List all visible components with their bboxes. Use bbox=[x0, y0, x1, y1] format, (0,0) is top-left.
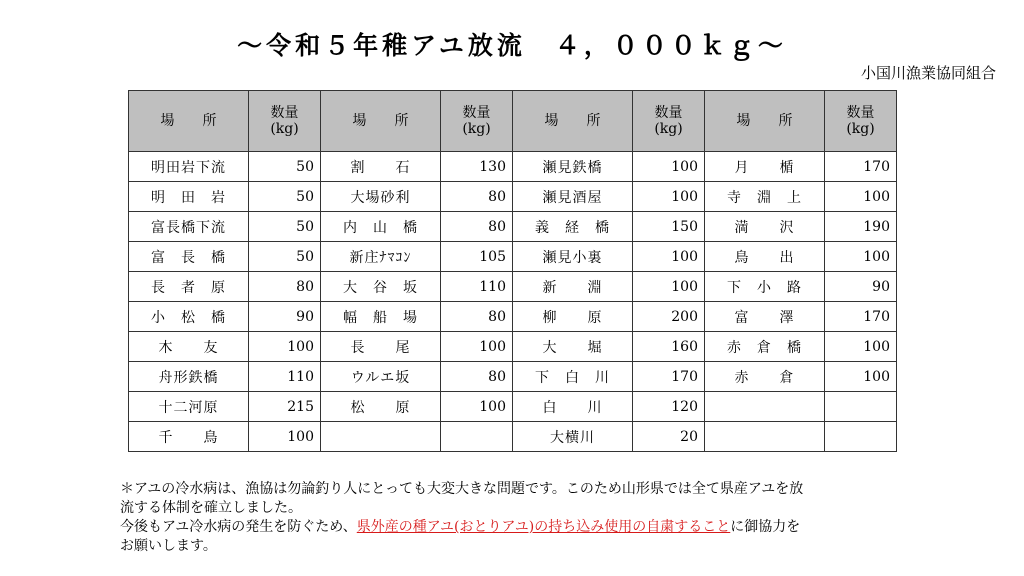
notice-line: 流する体制を確立しました。 bbox=[120, 500, 302, 516]
amount-cell: 80 bbox=[441, 362, 513, 392]
amount-cell: 80 bbox=[441, 212, 513, 242]
amount-cell: 100 bbox=[633, 272, 705, 302]
amount-cell: 50 bbox=[249, 152, 321, 182]
amount-cell: 100 bbox=[825, 362, 897, 392]
amount-cell: 80 bbox=[441, 182, 513, 212]
amount-cell: 50 bbox=[249, 242, 321, 272]
place-cell: 舟形鉄橋 bbox=[129, 362, 249, 392]
amount-cell: 110 bbox=[441, 272, 513, 302]
place-cell: 瀬見酒屋 bbox=[513, 182, 633, 212]
header-place: 場 所 bbox=[513, 91, 633, 152]
place-cell: 木 友 bbox=[129, 332, 249, 362]
place-cell: 柳 原 bbox=[513, 302, 633, 332]
place-cell: 千 鳥 bbox=[129, 422, 249, 452]
table-header-row bbox=[129, 91, 897, 152]
place-cell: 寺 淵 上 bbox=[705, 182, 825, 212]
amount-cell: 100 bbox=[633, 152, 705, 182]
amount-cell: 110 bbox=[249, 362, 321, 392]
amount-cell: 90 bbox=[249, 302, 321, 332]
amount-cell bbox=[825, 422, 897, 452]
amount-cell: 100 bbox=[825, 242, 897, 272]
place-cell: 割 石 bbox=[321, 152, 441, 182]
amount-cell: 150 bbox=[633, 212, 705, 242]
place-cell bbox=[321, 422, 441, 452]
amount-cell: 100 bbox=[825, 182, 897, 212]
place-cell: 瀬見小裏 bbox=[513, 242, 633, 272]
header-amount: 数量 (kg) bbox=[633, 91, 705, 152]
notice-line: 今後もアユ冷水病の発生を防ぐため、県外産の種アユ(おとりアユ)の持ち込み使用の自粛することに御協力を bbox=[120, 519, 801, 535]
place-cell: 十二河原 bbox=[129, 392, 249, 422]
header-place: 場 所 bbox=[129, 91, 249, 152]
table-row bbox=[129, 332, 897, 362]
amount-cell: 100 bbox=[249, 332, 321, 362]
amount-cell: 100 bbox=[633, 242, 705, 272]
place-cell: 富 長 橋 bbox=[129, 242, 249, 272]
amount-cell bbox=[441, 422, 513, 452]
header-amount: 数量 (kg) bbox=[441, 91, 513, 152]
place-cell: 新庄ﾅﾏｺﾝ bbox=[321, 242, 441, 272]
header-amount: 数量 (kg) bbox=[825, 91, 897, 152]
place-cell bbox=[705, 392, 825, 422]
place-cell: 幅 船 場 bbox=[321, 302, 441, 332]
amount-cell: 100 bbox=[825, 332, 897, 362]
amount-cell: 120 bbox=[633, 392, 705, 422]
header-place: 場 所 bbox=[321, 91, 441, 152]
organization-name: 小国川漁業協同組合 bbox=[860, 64, 996, 82]
place-cell: 大 谷 坂 bbox=[321, 272, 441, 302]
amount-cell: 190 bbox=[825, 212, 897, 242]
amount-cell: 170 bbox=[633, 362, 705, 392]
place-cell: ウルエ坂 bbox=[321, 362, 441, 392]
place-cell: 明 田 岩 bbox=[129, 182, 249, 212]
table-row bbox=[129, 422, 897, 452]
page-title: ～令和５年稚アユ放流 ４，０００ｋｇ～ bbox=[237, 31, 787, 60]
notice-text bbox=[120, 480, 910, 556]
place-cell: 大横川 bbox=[513, 422, 633, 452]
amount-cell: 160 bbox=[633, 332, 705, 362]
place-cell: 大場砂利 bbox=[321, 182, 441, 212]
table-row bbox=[129, 362, 897, 392]
place-cell: 小 松 橋 bbox=[129, 302, 249, 332]
amount-cell: 100 bbox=[249, 422, 321, 452]
place-cell: 鳥 出 bbox=[705, 242, 825, 272]
table-row bbox=[129, 152, 897, 182]
place-cell: 松 原 bbox=[321, 392, 441, 422]
amount-cell: 80 bbox=[249, 272, 321, 302]
table-row bbox=[129, 392, 897, 422]
amount-cell: 80 bbox=[441, 302, 513, 332]
place-cell: 明田岩下流 bbox=[129, 152, 249, 182]
place-cell: 満 沢 bbox=[705, 212, 825, 242]
header-amount: 数量 (kg) bbox=[249, 91, 321, 152]
place-cell: 富 澤 bbox=[705, 302, 825, 332]
amount-cell: 20 bbox=[633, 422, 705, 452]
place-cell: 月 楯 bbox=[705, 152, 825, 182]
place-cell: 瀬見鉄橋 bbox=[513, 152, 633, 182]
place-cell: 富長橋下流 bbox=[129, 212, 249, 242]
place-cell bbox=[705, 422, 825, 452]
amount-cell: 215 bbox=[249, 392, 321, 422]
table-row bbox=[129, 182, 897, 212]
amount-cell bbox=[825, 392, 897, 422]
place-cell: 赤 倉 橋 bbox=[705, 332, 825, 362]
table-row bbox=[129, 272, 897, 302]
place-cell: 長 者 原 bbox=[129, 272, 249, 302]
table-row bbox=[129, 302, 897, 332]
place-cell: 赤 倉 bbox=[705, 362, 825, 392]
place-cell: 内 山 橋 bbox=[321, 212, 441, 242]
place-cell: 白 川 bbox=[513, 392, 633, 422]
amount-cell: 90 bbox=[825, 272, 897, 302]
amount-cell: 170 bbox=[825, 152, 897, 182]
amount-cell: 100 bbox=[441, 332, 513, 362]
place-cell: 下 白 川 bbox=[513, 362, 633, 392]
place-cell: 下 小 路 bbox=[705, 272, 825, 302]
table-row bbox=[129, 212, 897, 242]
place-cell: 新 淵 bbox=[513, 272, 633, 302]
place-cell: 大 堀 bbox=[513, 332, 633, 362]
amount-cell: 100 bbox=[441, 392, 513, 422]
amount-cell: 105 bbox=[441, 242, 513, 272]
amount-cell: 50 bbox=[249, 212, 321, 242]
notice-line: ＊アユの冷水病は、漁協は勿論釣り人にとっても大変大きな問題です。このため山形県では全て県産アユを放 bbox=[120, 481, 804, 497]
amount-cell: 100 bbox=[633, 182, 705, 212]
table-row bbox=[129, 242, 897, 272]
amount-cell: 170 bbox=[825, 302, 897, 332]
place-cell: 義 経 橋 bbox=[513, 212, 633, 242]
header-place: 場 所 bbox=[705, 91, 825, 152]
release-table bbox=[128, 90, 897, 452]
amount-cell: 130 bbox=[441, 152, 513, 182]
amount-cell: 200 bbox=[633, 302, 705, 332]
notice-line: お願いします。 bbox=[120, 538, 217, 554]
place-cell: 長 尾 bbox=[321, 332, 441, 362]
amount-cell: 50 bbox=[249, 182, 321, 212]
notice-emphasis: 県外産の種アユ(おとりアユ)の持ち込み使用の自粛すること bbox=[356, 519, 731, 535]
